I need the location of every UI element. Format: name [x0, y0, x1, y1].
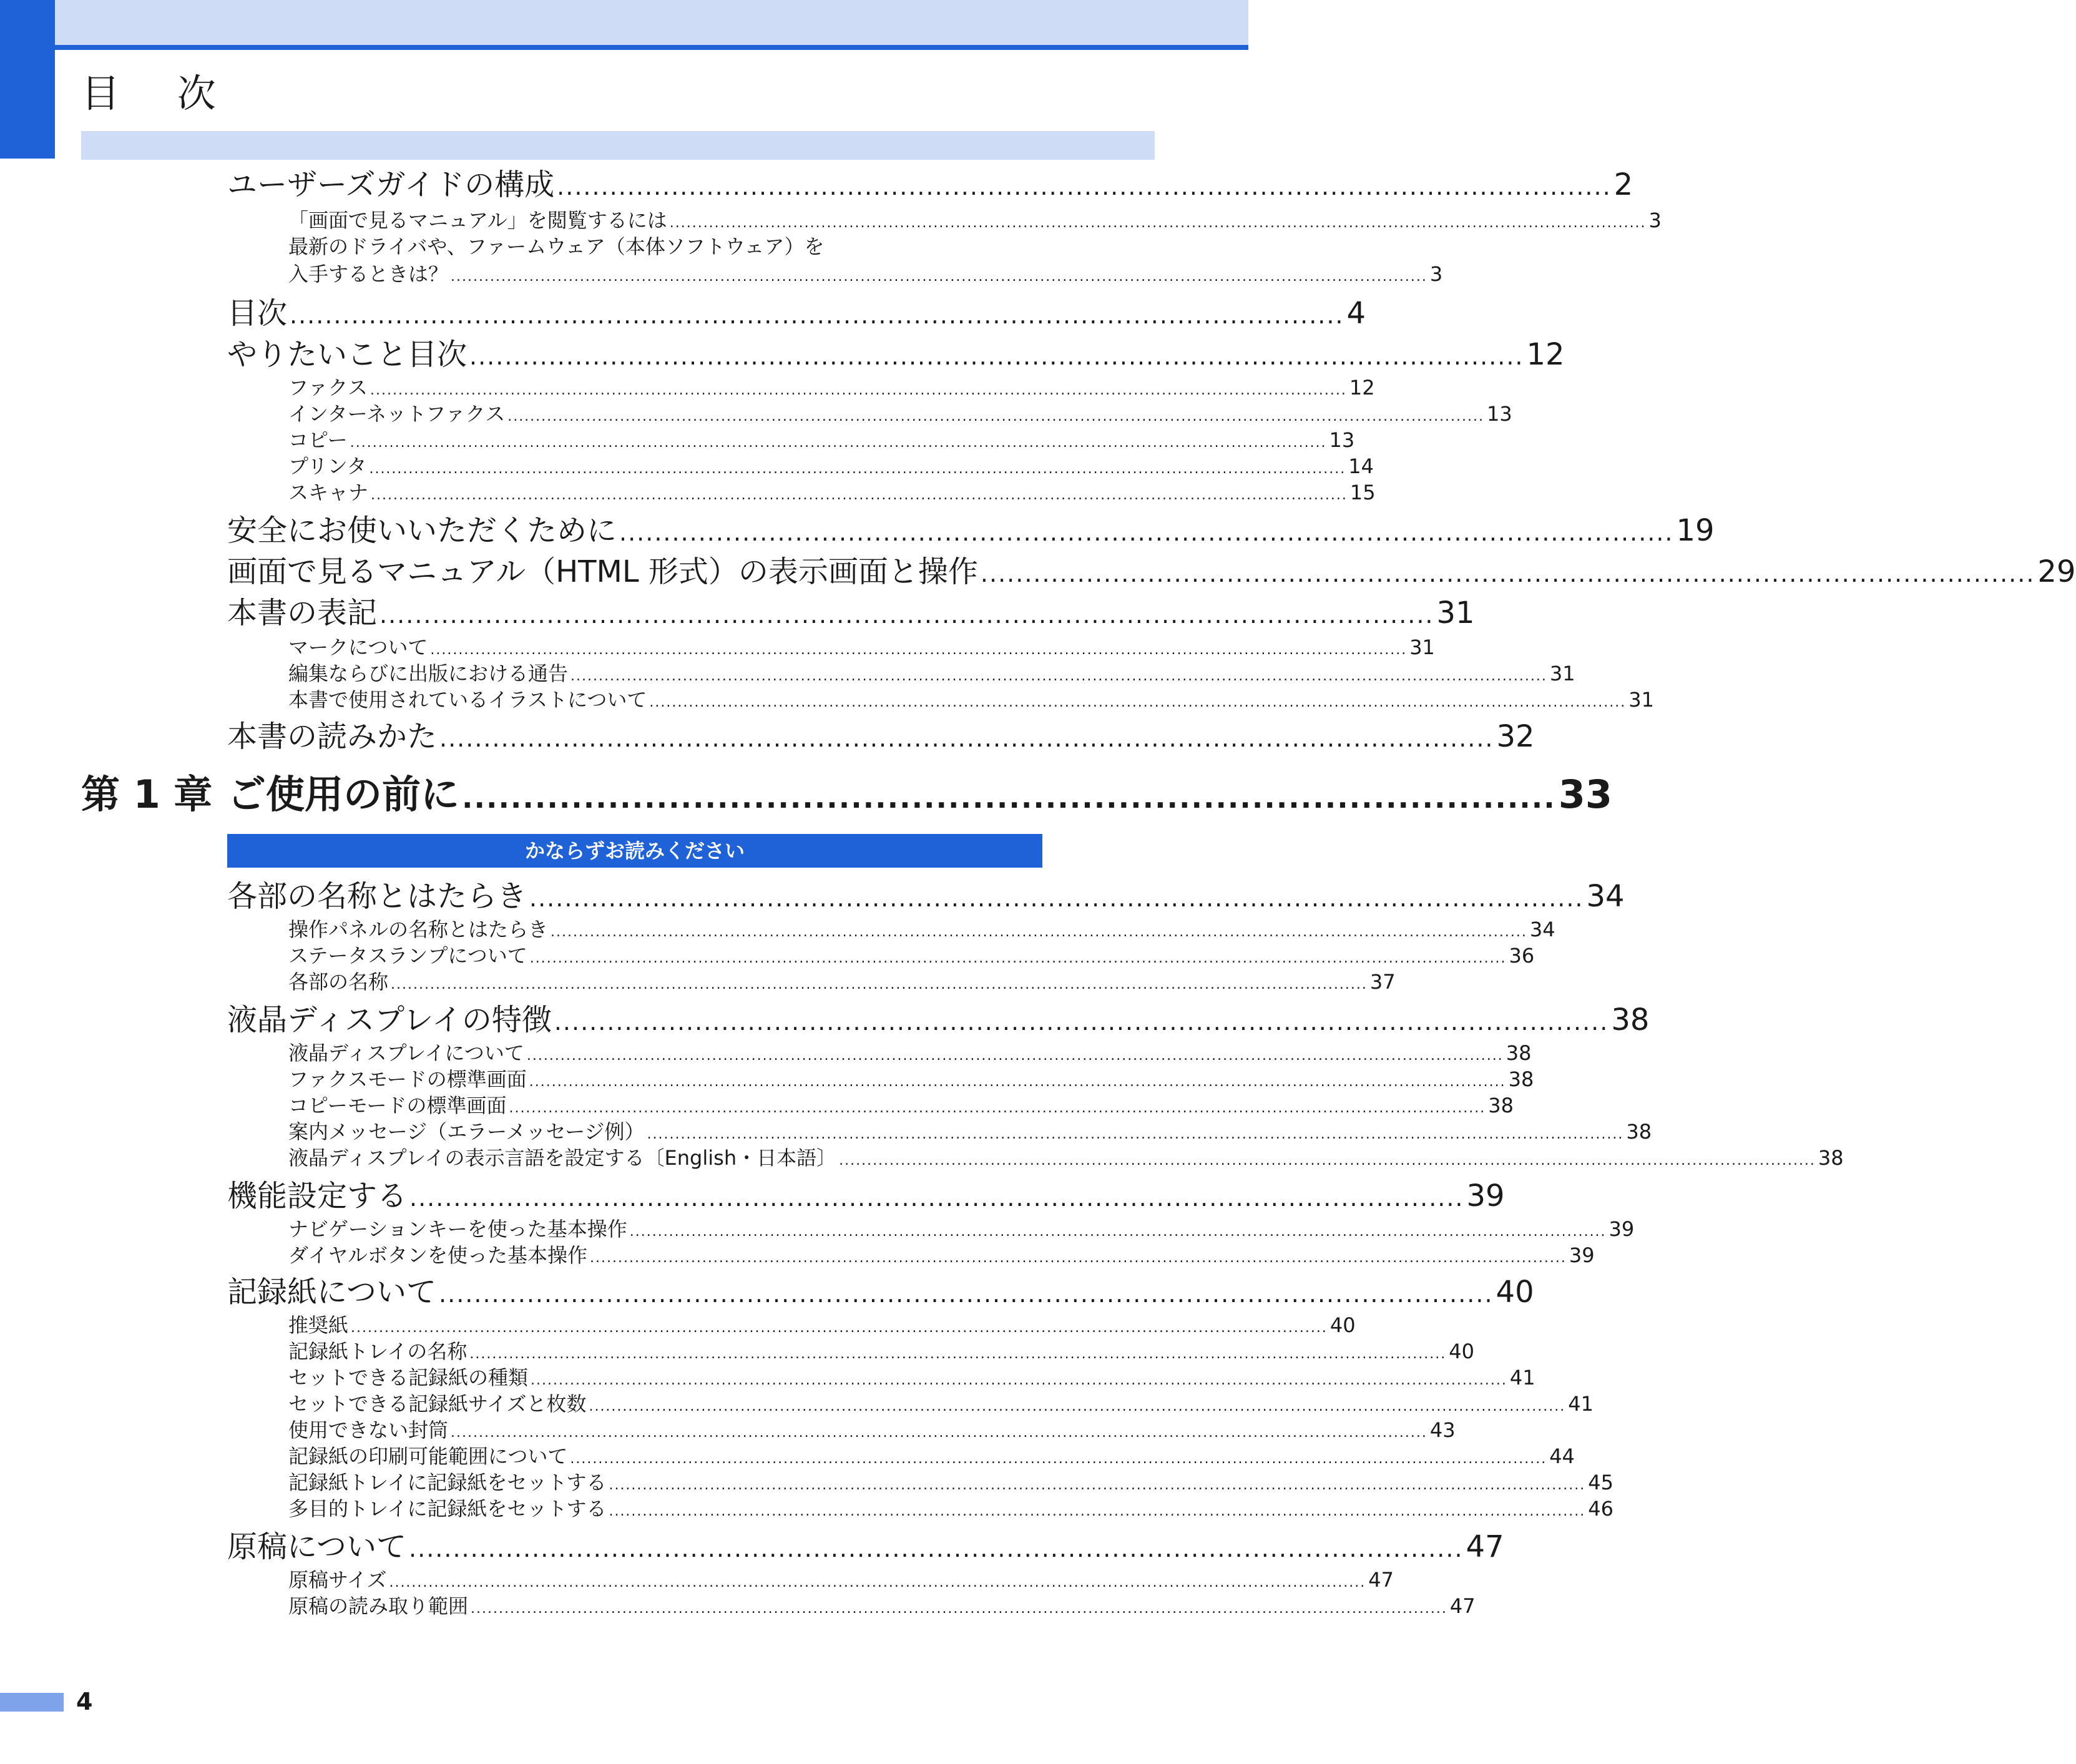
toc-subentry[interactable]: [288, 427, 1355, 453]
toc-entry-label: 液晶ディスプレイの特徴: [227, 1002, 552, 1037]
toc-entry[interactable]: [227, 876, 1625, 916]
title-band: [81, 131, 1155, 160]
toc-entry-page: 12: [1349, 376, 1375, 399]
toc-entry[interactable]: [227, 1527, 1504, 1567]
dot-leader: ..............................................................................................................................................................................: [551, 924, 1527, 940]
toc-entry-label: マークについて: [288, 635, 428, 659]
toc-subentry[interactable]: [288, 1092, 1514, 1119]
dot-leader: ..............................................................................................................................................................................: [451, 1425, 1427, 1441]
toc-entry-label: 液晶ディスプレイについて: [288, 1041, 524, 1065]
toc-entry-label: スキャナ: [288, 481, 369, 504]
dot-leader: ..............................................................................................................................................................................: [469, 1346, 1447, 1362]
toc-entry-page: 39: [1608, 1217, 1635, 1241]
toc-entry-page: 3: [1429, 262, 1443, 286]
toc-entry[interactable]: [227, 593, 1475, 633]
toc-subentry[interactable]: [288, 479, 1376, 506]
toc-entry-page: 14: [1348, 454, 1374, 478]
toc-entry-label: 画面で見るマニュアル（HTML 形式）の表示画面と操作: [227, 554, 978, 589]
toc-entry-label: 機能設定する: [227, 1178, 408, 1213]
toc-entry-label: セットできる記録紙サイズと枚数: [288, 1392, 587, 1416]
dot-leader: ........................................................................................................................: [980, 560, 2035, 587]
toc-entry-label: 原稿について: [227, 1529, 407, 1564]
toc-entry-page: 43: [1429, 1418, 1456, 1442]
toc-entry-page: 31: [1409, 635, 1435, 659]
toc-subentry[interactable]: [288, 1040, 1532, 1066]
toc-entry-page: 34: [1586, 879, 1625, 914]
toc-entry-page: 44: [1549, 1444, 1575, 1468]
dot-leader: ..............................................................................................................................................................................: [451, 269, 1427, 285]
toc-entry-page: 12: [1526, 337, 1565, 372]
toc-subentry[interactable]: [288, 969, 1396, 995]
toc-chapter[interactable]: [81, 769, 1613, 820]
toc-entry-label: 案内メッセージ（エラーメッセージ例）: [288, 1120, 645, 1144]
toc-entry-page: 29: [2037, 554, 2076, 589]
chapter-number: 第 1 章: [81, 772, 213, 817]
toc-subentry[interactable]: [288, 261, 1443, 287]
toc-subentry[interactable]: [288, 687, 1654, 713]
toc-entry-page: 47: [1368, 1568, 1394, 1592]
dot-leader: ........................................................................................................................: [529, 884, 1584, 912]
dot-leader: ..............................................................................................................................................................................: [351, 1320, 1328, 1336]
toc-entry[interactable]: [227, 1272, 1534, 1312]
dot-leader: ..............................................................................................................................................................................: [609, 1477, 1586, 1493]
dot-leader: ..........................................................................................: [462, 781, 1556, 815]
toc-entry-page: 13: [1487, 402, 1512, 426]
toc-entry-label: 目次: [227, 296, 288, 331]
toc-subentry[interactable]: [288, 1066, 1534, 1092]
toc-entry-page: 41: [1568, 1392, 1594, 1416]
toc-entry-label: 「画面で見るマニュアル」を閲覧するには: [288, 208, 667, 232]
dot-leader: ..............................................................................................................................................................................: [350, 435, 1327, 451]
dot-leader: ..............................................................................................................................................................................: [369, 461, 1346, 477]
toc-entry-label: 操作パネルの名称とはたらき: [288, 918, 549, 941]
toc-entry-page: 40: [1449, 1340, 1474, 1363]
toc-subentry[interactable]: [288, 1469, 1613, 1496]
toc-entry-page: 47: [1449, 1594, 1476, 1618]
toc-entry-label: 液晶ディスプレイの表示言語を設定する〔English・日本語〕: [288, 1146, 837, 1170]
toc-entry-label: やりたいこと目次: [227, 337, 468, 372]
dot-leader: ..............................................................................................................................................................................: [430, 642, 1408, 658]
toc-subentry[interactable]: [288, 660, 1575, 687]
toc-subentry[interactable]: [288, 1593, 1476, 1619]
toc-subentry[interactable]: [288, 1391, 1594, 1417]
dot-leader: ........................................................................................................................: [557, 173, 1612, 200]
toc-subentry[interactable]: [288, 1216, 1635, 1242]
dot-leader: ........................................................................................................................: [439, 725, 1494, 752]
toc-entry-label: 本書の読みかた: [227, 719, 438, 754]
toc-entry-label: 各部の名称: [288, 970, 389, 994]
toc-entry[interactable]: [227, 511, 1715, 551]
toc-entry-label: 記録紙の印刷可能範囲について: [288, 1444, 568, 1468]
toc-entry-page: 39: [1466, 1178, 1505, 1213]
toc-entry[interactable]: [227, 165, 1633, 205]
dot-leader: ..............................................................................................................................................................................: [570, 669, 1547, 684]
toc-subentry-label-line: 最新のドライバや、ファームウェア（本体ソフトウェア）を: [288, 235, 825, 258]
toc-entry-label: 入手するときは？: [288, 262, 449, 286]
dot-leader: ..............................................................................................................................................................................: [507, 409, 1485, 424]
footer-bar: [0, 1693, 64, 1712]
dot-leader: ........................................................................................................................: [619, 519, 1674, 546]
toc-entry-page: 3: [1648, 208, 1662, 232]
toc-entry-label: ファクス: [288, 376, 368, 399]
toc-entry-label: 多目的トレイに記録紙をセットする: [288, 1497, 607, 1521]
toc-entry-page: 31: [1628, 688, 1654, 712]
toc-entry-label: ファクスモードの標準画面: [288, 1067, 527, 1091]
toc-entry-page: 45: [1588, 1471, 1613, 1494]
toc-entry-label: セットできる記録紙の種類: [288, 1366, 529, 1389]
dot-leader: ..............................................................................................................................................................................: [371, 488, 1348, 503]
toc-entry-label: 使用できない封筒: [288, 1418, 449, 1442]
toc-entry-page: 4: [1346, 296, 1366, 331]
toc-entry-label: 各部の名称とはたらき: [227, 879, 527, 914]
page-number: 4: [76, 1688, 93, 1715]
toc-entry-label: ダイヤルボタンを使った基本操作: [288, 1243, 588, 1267]
toc-entry-page: 13: [1329, 428, 1355, 452]
header-band: [0, 0, 1248, 49]
toc-entry-page: 41: [1509, 1366, 1535, 1389]
toc-entry-page: 38: [1818, 1146, 1844, 1170]
dot-leader: ..............................................................................................................................................................................: [649, 695, 1627, 710]
toc-entry-page: 34: [1529, 918, 1555, 941]
toc-subentry[interactable]: [288, 1496, 1613, 1522]
toc-entry-label: 記録紙トレイの名称: [288, 1340, 468, 1363]
toc-entry-label: 推奨紙: [288, 1313, 349, 1337]
toc-entry-label: 安全にお使いいただくために: [227, 513, 617, 548]
toc-entry[interactable]: [227, 335, 1565, 375]
toc-subentry[interactable]: [288, 1312, 1356, 1338]
toc-subentry[interactable]: [288, 453, 1374, 479]
dot-leader: ..............................................................................................................................................................................: [589, 1399, 1566, 1414]
toc-entry-label: ステータスランプについて: [288, 944, 527, 968]
toc-entry-label: ユーザーズガイドの構成: [227, 167, 555, 202]
toc-subentry[interactable]: [288, 916, 1555, 943]
corner-tab: [0, 0, 55, 159]
toc-entry-page: 40: [1329, 1313, 1356, 1337]
toc-entry-label: 編集ならびに出版における通告: [288, 662, 569, 685]
dot-leader: ........................................................................................................................: [409, 1535, 1464, 1562]
toc-entry-page: 38: [1506, 1041, 1532, 1065]
dot-leader: ..............................................................................................................................................................................: [370, 383, 1347, 398]
dot-leader: ........................................................................................................................: [379, 601, 1434, 629]
dot-leader: ..............................................................................................................................................................................: [526, 1048, 1504, 1064]
toc-entry-label: 原稿サイズ: [288, 1568, 387, 1592]
dot-leader: ..............................................................................................................................................................................: [509, 1100, 1486, 1116]
toc-subentry[interactable]: [288, 207, 1662, 233]
dot-leader: ........................................................................................................................: [554, 1008, 1609, 1036]
toc-entry[interactable]: [227, 1176, 1505, 1216]
toc-entry-page: 38: [1488, 1094, 1514, 1117]
toc-subentry[interactable]: [288, 1417, 1456, 1443]
toc-entry-page: 46: [1588, 1497, 1613, 1521]
dot-leader: ........................................................................................................................: [439, 1280, 1494, 1308]
toc-entry-page: 31: [1549, 662, 1575, 685]
toc-entry-page: 32: [1496, 719, 1535, 754]
dot-leader: ..............................................................................................................................................................................: [590, 1250, 1567, 1266]
toc-entry-page: 2: [1613, 167, 1633, 202]
toc-subentry[interactable]: [288, 943, 1535, 969]
dot-leader: ..............................................................................................................................................................................: [471, 1601, 1447, 1617]
toc-subentry[interactable]: [288, 1567, 1394, 1593]
toc-entry-page: 33: [1558, 772, 1613, 817]
dot-leader: ..............................................................................................................................................................................: [609, 1504, 1586, 1519]
header-rule: [0, 45, 1248, 50]
notice-banner: かならずお読みください: [227, 834, 1042, 868]
toc-subentry[interactable]: [288, 1242, 1595, 1268]
toc-entry-page: 15: [1349, 481, 1376, 504]
dot-leader: ..............................................................................................................................................................................: [391, 977, 1368, 992]
toc-entry[interactable]: [227, 293, 1366, 333]
toc-entry-page: 31: [1436, 595, 1475, 630]
toc-entry-label: コピー: [288, 428, 348, 452]
toc-entry-page: 38: [1626, 1120, 1652, 1144]
toc-entry-label: 本書の表記: [227, 595, 378, 630]
toc-entry-page: 37: [1369, 970, 1396, 994]
dot-leader: ..............................................................................................................................................................................: [531, 1373, 1507, 1388]
dot-leader: ..............................................................................................................................................................................: [529, 951, 1507, 966]
dot-leader: ..............................................................................................................................................................................: [629, 1224, 1607, 1240]
dot-leader: ........................................................................................................................: [409, 1184, 1464, 1212]
toc-entry-page: 38: [1611, 1002, 1650, 1037]
toc-subentry[interactable]: [288, 1119, 1652, 1145]
toc-subentry[interactable]: [288, 1443, 1575, 1469]
toc-entry-label: 本書で使用されているイラストについて: [288, 688, 647, 712]
toc-entry-page: 47: [1466, 1529, 1504, 1564]
toc-entry-label: 記録紙について: [227, 1275, 437, 1310]
toc-subentry[interactable]: [288, 1365, 1535, 1391]
toc-subentry[interactable]: [288, 1145, 1844, 1171]
toc-subentry[interactable]: [288, 401, 1512, 427]
toc-entry-label: 原稿の読み取り範囲: [288, 1594, 469, 1618]
toc-subentry[interactable]: [288, 634, 1435, 660]
dot-leader: ..............................................................................................................................................................................: [839, 1153, 1816, 1169]
page-title: 目 次: [81, 71, 238, 116]
toc-entry[interactable]: [227, 552, 2076, 592]
dot-leader: ..............................................................................................................................................................................: [669, 215, 1647, 231]
toc-entry-page: 40: [1496, 1275, 1534, 1310]
toc-entry-label: ナビゲーションキーを使った基本操作: [288, 1217, 627, 1241]
toc-entry-page: 19: [1676, 513, 1715, 548]
toc-subentry[interactable]: [288, 375, 1375, 401]
toc-entry-page: 39: [1569, 1243, 1595, 1267]
dot-leader: ..............................................................................................................................................................................: [389, 1575, 1366, 1590]
dot-leader: ........................................................................................................................: [469, 343, 1524, 370]
dot-leader: ..............................................................................................................................................................................: [647, 1127, 1624, 1142]
toc-entry[interactable]: [227, 717, 1535, 757]
toc-entry-label: インターネットファクス: [288, 402, 506, 426]
toc-entry-label: ご使用の前に: [227, 772, 460, 817]
dot-leader: ........................................................................................................................: [290, 301, 1344, 329]
toc-entry[interactable]: [227, 1000, 1650, 1040]
toc-entry-label: 記録紙トレイに記録紙をセットする: [288, 1471, 607, 1494]
toc-entry-page: 38: [1508, 1067, 1534, 1091]
toc-entry-page: 36: [1509, 944, 1535, 968]
dot-leader: ..............................................................................................................................................................................: [570, 1451, 1547, 1467]
toc-entry-label: コピーモードの標準画面: [288, 1094, 507, 1117]
toc-subentry[interactable]: [288, 1338, 1474, 1365]
dot-leader: ..............................................................................................................................................................................: [529, 1074, 1506, 1090]
toc-entry-label: プリンタ: [288, 454, 367, 478]
